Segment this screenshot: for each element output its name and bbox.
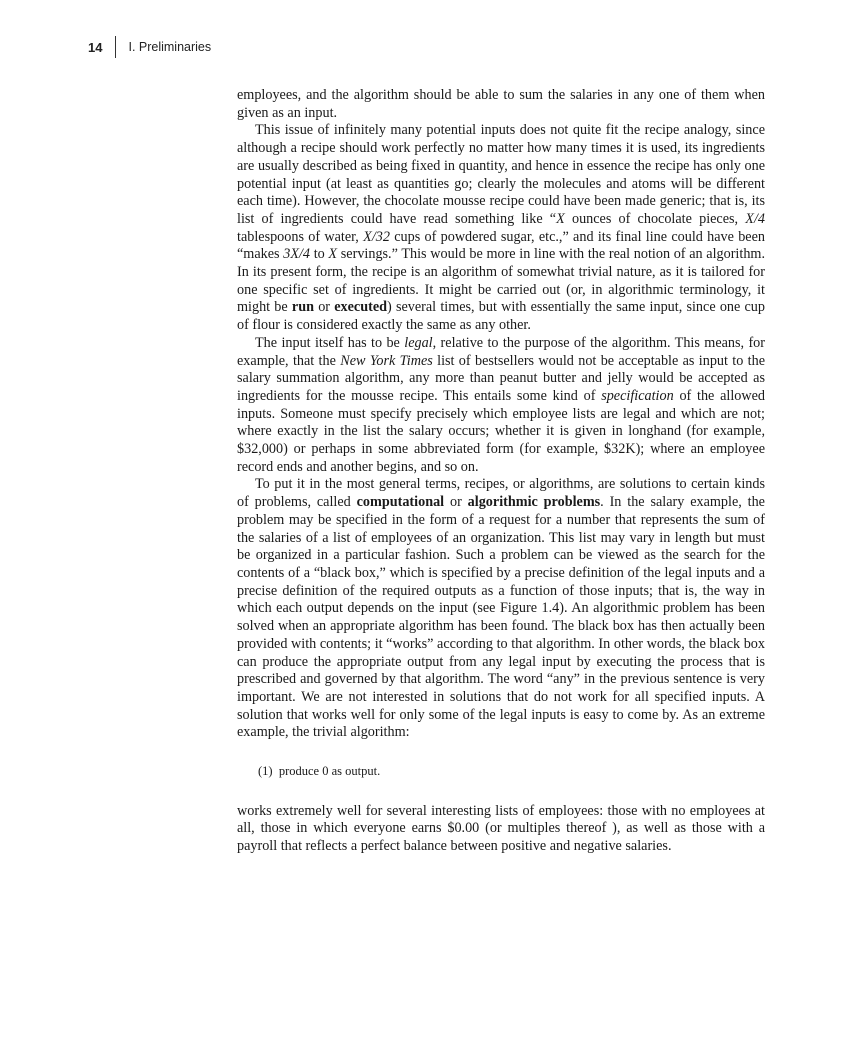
math-expression: X/4 — [745, 210, 765, 227]
paragraph-1: employees, and the algorithm should be able to sum the salaries in any one of them when given as an input. — [237, 87, 765, 121]
text-run: . In the salary example, the problem may be specified in the form of a request for a number that represents the sum of the salaries of a list of employees of an organization. This list may vary in length but must be organized in a particular fashion. Such a problem can be viewed as the search for the contents of a “black box,” which is specified by a precise definition of the legal inputs and a precise definition of the required outputs as a function of those inputs; that is, the way in which each output depends on the input (see Figure 1.4). An algorithmic problem has been solved when an appropriate algorithm has been found. The black box has then actually been provided with contents; it “works” according to that algorithm. In other words, the black box can produce the appropriate output from any legal input by executing the process that is prescribed and governed by that algorithm. The word “any” in the previous sentence is very important. We are not interested in solutions that do not work for all specified inputs. A solution that works well for only some of the legal inputs is easy to come by. As an extreme example, the trivial algorithm: — [237, 494, 765, 741]
math-variable: X — [328, 246, 338, 263]
text-run: tablespoons of water, — [237, 228, 364, 245]
text-run: of the allowed inputs. Someone must specify precisely which employee lists are legal and which are not; where exactly in the list the salary occurs; whether it is given in longhand (for example, $32,000) or perhaps in some abbreviated form (for example, $32K); where an employee record ends and another begins, and so on. — [237, 387, 766, 475]
text-run: to — [310, 246, 329, 263]
text-run: To put it in the most general terms, recipes, or algorithms, are solutions to certain kinds of problems, called — [237, 476, 765, 511]
text-run: cups of powdered sugar, etc.,” and its final line could have been “makes — [237, 228, 765, 263]
text-run: This issue of infinitely many potential inputs does not quite fit the recipe analogy, since although a recipe should work perfectly no matter how many times it is used, its ingredients are usually described as being fixed in quantity, and hence in essence the recipe has only one potential input (at least as quantities go; clearly the molecules and atoms will be different each time). However, the chocolate mousse recipe could have been made generic; that is, its list of ingredients could have read something like “ — [237, 122, 765, 227]
chapter-title: I. Preliminaries — [128, 40, 212, 54]
running-head — [88, 36, 211, 58]
text-run: or — [313, 299, 335, 316]
term-algorithmic-problems: algorithmic problems — [467, 494, 601, 511]
paragraph-2 — [237, 122, 765, 334]
term-legal: legal — [404, 334, 433, 351]
body-text — [237, 87, 765, 856]
paragraph-4 — [237, 476, 765, 742]
algorithm-step: (1) produce 0 as output. — [258, 764, 381, 779]
text-run: The input itself has to be — [255, 334, 405, 351]
header-divider — [115, 36, 116, 58]
paragraph-3 — [237, 335, 765, 477]
text-run: , relative to the purpose of the algorithm. This means, for example, that the — [237, 334, 766, 369]
term-run: run — [291, 299, 314, 316]
title-new-york-times: New York Times — [340, 352, 433, 369]
paragraph-5: works extremely well for several interesting lists of employees: those with no employees at all, those in which everyone earns $0.00 (or multiples thereof ), as well as those with a payroll that reflects a perfect balance between positive and negative salaries. — [237, 802, 765, 855]
math-variable: X — [556, 210, 565, 227]
text-run: ounces of chocolate pieces, — [564, 210, 746, 227]
text-run: ) several times, but with essentially the same input, since one cup of flour is considered exactly the same as any other. — [237, 299, 765, 334]
math-expression: 3X/4 — [283, 246, 311, 263]
text-run: or — [444, 494, 468, 511]
text-run: servings.” This would be more in line with the real notion of an algorithm. In its present form, the recipe is an algorithm of somewhat trivial nature, as it is tailored for one specific set of ingredients. It might be carried out (or, in algorithmic terminology, it might be — [237, 246, 765, 316]
math-expression: X/32 — [363, 228, 390, 245]
term-specification: specification — [601, 387, 674, 404]
page-number: 14 — [88, 39, 103, 55]
term-executed: executed — [334, 299, 388, 316]
term-computational: computational — [356, 494, 445, 511]
text-run: list of bestsellers would not be acceptable as input to the salary summation algorithm, any more than peanut butter and jelly would be accepted as ingredients for the mousse recipe. This entails some kind of — [237, 352, 765, 404]
